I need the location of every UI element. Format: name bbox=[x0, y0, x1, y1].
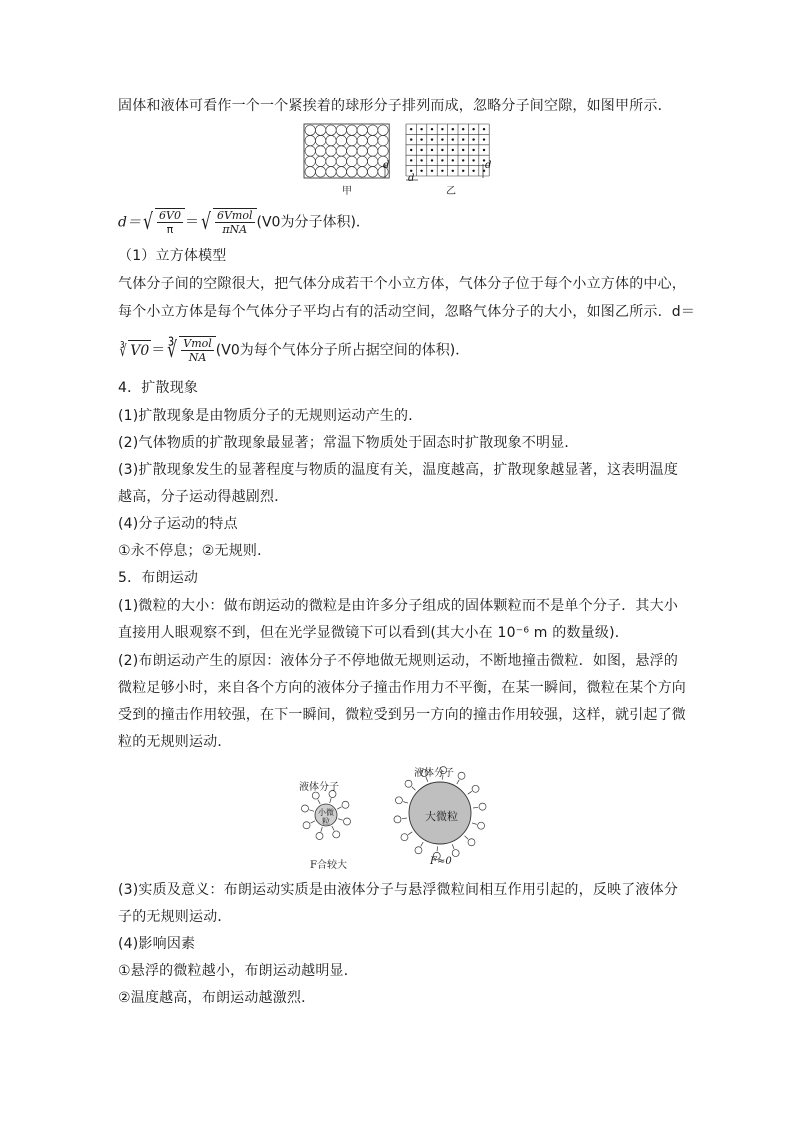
frac1-numerator: 6V0 bbox=[159, 209, 181, 222]
s5-item-2-line-3: 受到的撞击作用较强，在下一瞬间，微粒受到另一方向的撞击作用较强，这样，就引起了微 bbox=[118, 707, 686, 723]
sphere-molecule bbox=[336, 167, 346, 177]
sphere-molecule bbox=[357, 135, 367, 145]
formula-equals: ＝ bbox=[184, 214, 199, 231]
liquid-molecule bbox=[344, 818, 351, 825]
gas-molecule-dot bbox=[431, 138, 433, 140]
sphere-molecule bbox=[357, 167, 367, 177]
formula2-note: (V0为每个气体分子所占据空间的体积)． bbox=[215, 342, 470, 359]
d-label-jia: d bbox=[383, 160, 390, 171]
gas-molecule-dot bbox=[420, 128, 422, 130]
formula2-denominator: NA bbox=[188, 351, 207, 364]
sphere-molecule bbox=[367, 146, 377, 156]
sphere-molecule bbox=[326, 135, 336, 145]
liquid-molecule bbox=[415, 847, 422, 854]
gas-molecule-dot bbox=[472, 159, 474, 161]
sphere-molecule bbox=[378, 135, 388, 145]
cube-grid-yi bbox=[406, 124, 492, 176]
liquid-molecule bbox=[394, 816, 401, 823]
sphere-molecule bbox=[315, 146, 325, 156]
formula-cube-side: ∛ V0 ＝∛ $\frac{\text{Vmol}}{NA}$ (V0为每个气体分子所占据空间的体积)． bbox=[119, 337, 470, 364]
formula2-equals: ＝ bbox=[151, 342, 166, 359]
impact-arrow bbox=[412, 787, 416, 790]
gas-molecule-dot bbox=[410, 128, 412, 130]
sphere-molecule bbox=[326, 146, 336, 156]
s4-item-4: (4)分子运动的特点 bbox=[118, 516, 238, 532]
formula-sphere-diameter: d＝√ $\frac{6V0}{\pi}$ ＝√ $\frac{\text{6Vmol}}{\text{πNA}}$ (V0为分子体积)． bbox=[118, 209, 370, 236]
liquid-molecule bbox=[303, 822, 310, 829]
sphere-molecule bbox=[315, 156, 325, 166]
gas-molecule-dot bbox=[462, 159, 464, 161]
sphere-molecule bbox=[336, 125, 346, 135]
formula-note: (V0为分子体积)． bbox=[256, 214, 370, 231]
impact-arrow bbox=[465, 836, 469, 839]
gas-molecule-dot bbox=[472, 138, 474, 140]
d-label-yi-bottom: d bbox=[408, 173, 415, 184]
s4-item-4-detail: ①永不停息；②无规则． bbox=[118, 543, 272, 559]
sphere-molecule bbox=[326, 125, 336, 135]
gas-molecule-dot bbox=[431, 159, 433, 161]
impact-arrow bbox=[468, 791, 472, 794]
gas-molecule-dot bbox=[483, 128, 485, 130]
s5-item-3-line-1: (3)实质及意义：布朗运动实质是由液体分子与悬浮微粒间相互作用引起的，反映了液体分 bbox=[118, 882, 679, 898]
impact-arrow bbox=[452, 844, 454, 849]
right-center-label: 大微粒 bbox=[425, 810, 458, 823]
s5-item-2-line-2: 微粒足够小时，来自各个方向的液体分子撞击作用力不平衡，在某一瞬间，微粒在某个方向 bbox=[118, 680, 686, 696]
cube-paragraph-line-1: 气体分子间的空隙很大，把气体分成若干个小立方体，气体分子位于每个小立方体的中心， bbox=[118, 276, 686, 292]
impact-arrow bbox=[472, 823, 477, 824]
sphere-molecule bbox=[336, 156, 346, 166]
s4-item-3-line-1: (3)扩散现象发生的显著程度与物质的温度有关，温度越高，扩散现象越显著，这表明温度 bbox=[118, 462, 679, 478]
liquid-molecule bbox=[316, 833, 323, 840]
liquid-molecule bbox=[312, 792, 319, 799]
sphere-molecule bbox=[315, 167, 325, 177]
impact-arrow bbox=[473, 807, 478, 808]
gas-molecule-dot bbox=[483, 138, 485, 140]
s5-item-2-line-4: 粒的无规则运动． bbox=[118, 734, 232, 750]
gas-molecule-dot bbox=[410, 170, 412, 172]
gas-molecule-dot bbox=[410, 159, 412, 161]
sphere-molecule bbox=[347, 135, 357, 145]
liquid-molecule bbox=[401, 834, 408, 841]
liquid-molecule bbox=[405, 780, 412, 787]
gas-molecule-dot bbox=[420, 138, 422, 140]
impact-arrow bbox=[332, 826, 334, 830]
s5-item-4: (4)影响因素 bbox=[118, 936, 196, 952]
liquid-molecule bbox=[395, 797, 402, 804]
liquid-molecule bbox=[478, 822, 485, 829]
right-caption: F≈0 bbox=[430, 856, 452, 867]
sphere-molecule bbox=[378, 146, 388, 156]
sphere-molecule bbox=[357, 146, 367, 156]
sphere-molecule bbox=[367, 156, 377, 166]
sphere-molecule bbox=[326, 167, 336, 177]
gas-molecule-dot bbox=[452, 149, 454, 151]
impact-arrow bbox=[318, 800, 320, 804]
liquid-molecule bbox=[452, 850, 459, 857]
left-caption: F合较大 bbox=[310, 860, 347, 871]
gas-molecule-dot bbox=[441, 128, 443, 130]
gas-molecule-dot bbox=[452, 138, 454, 140]
impact-arrow bbox=[337, 807, 341, 809]
gas-molecule-dot bbox=[420, 149, 422, 151]
sphere-molecule bbox=[378, 125, 388, 135]
gas-molecule-dot bbox=[472, 149, 474, 151]
intro-paragraph: 固体和液体可看作一个一个紧挨着的球形分子排列而成，忽略分子间空隙，如图甲所示． bbox=[118, 98, 672, 114]
gas-molecule-dot bbox=[441, 138, 443, 140]
s5-item-1-line-1: (1)微粒的大小：做布朗运动的微粒是由许多分子组成的固体颗粒而不是单个分子．其大小 bbox=[118, 598, 679, 614]
gas-molecule-dot bbox=[441, 170, 443, 172]
liquid-molecule bbox=[333, 831, 340, 838]
left-title: 液体分子 bbox=[299, 782, 339, 793]
s4-item-3-line-2: 越高，分子运动得越剧烈． bbox=[118, 489, 289, 505]
gas-molecule-dot bbox=[462, 128, 464, 130]
liquid-molecule bbox=[458, 772, 465, 779]
s4-item-1: (1)扩散现象是由物质分子的无规则运动产生的． bbox=[118, 408, 423, 424]
sphere-molecule bbox=[347, 146, 357, 156]
gas-molecule-dot bbox=[483, 149, 485, 151]
formula2-numerator: Vmol bbox=[183, 337, 212, 350]
sphere-molecule bbox=[347, 167, 357, 177]
sphere-molecule bbox=[315, 125, 325, 135]
section-cube-model: （1）立方体模型 bbox=[118, 248, 227, 264]
s5-item-3-line-2: 子的无规则运动． bbox=[118, 909, 232, 925]
section-4-heading: 4．扩散现象 bbox=[118, 380, 199, 396]
section-5-heading: 5．布朗运动 bbox=[118, 570, 199, 586]
gas-molecule-dot bbox=[431, 128, 433, 130]
sphere-molecule bbox=[357, 156, 367, 166]
left-center-label: 小微粒 bbox=[318, 808, 334, 826]
gas-molecule-dot bbox=[420, 170, 422, 172]
right-title: 液体分子 bbox=[414, 768, 454, 779]
sphere-grid-jia bbox=[304, 124, 389, 178]
liquid-molecule bbox=[342, 801, 349, 808]
impact-arrow bbox=[403, 802, 408, 803]
s5-item-4-detail-1: ①悬浮的微粒越小，布朗运动越明显． bbox=[118, 963, 358, 979]
gas-molecule-dot bbox=[462, 149, 464, 151]
gas-molecule-dot bbox=[441, 149, 443, 151]
impact-arrow bbox=[338, 819, 343, 820]
gas-molecule-dot bbox=[462, 170, 464, 172]
impact-arrow bbox=[309, 810, 314, 811]
d-label-yi-side: d bbox=[485, 160, 492, 171]
gas-molecule-dot bbox=[452, 170, 454, 172]
sphere-molecule bbox=[336, 135, 346, 145]
sphere-molecule bbox=[347, 125, 357, 135]
impact-arrow bbox=[330, 798, 331, 803]
sphere-molecule bbox=[315, 135, 325, 145]
gas-molecule-dot bbox=[472, 170, 474, 172]
sphere-molecule bbox=[305, 135, 315, 145]
gas-molecule-dot bbox=[441, 159, 443, 161]
s5-item-1-line-2: 直接用人眼观察不到，但在光学显微镜下可以看到(其大小在 10⁻⁶ m 的数量级)． bbox=[118, 625, 629, 641]
liquid-molecule bbox=[472, 785, 479, 792]
sphere-molecule bbox=[336, 146, 346, 156]
liquid-molecule bbox=[479, 803, 486, 810]
impact-arrow bbox=[321, 827, 322, 832]
frac2-numerator: 6Vmol bbox=[216, 209, 253, 222]
sphere-molecule bbox=[305, 167, 315, 177]
gas-molecule-dot bbox=[431, 170, 433, 172]
sphere-molecule bbox=[347, 156, 357, 166]
frac2-denominator: πNA bbox=[222, 223, 248, 236]
formula-lhs: d＝ bbox=[118, 214, 141, 231]
gas-molecule-dot bbox=[462, 138, 464, 140]
sphere-molecule bbox=[367, 135, 377, 145]
sphere-molecule bbox=[367, 167, 377, 177]
frac1-denominator: π bbox=[166, 223, 174, 236]
sphere-molecule bbox=[357, 125, 367, 135]
impact-arrow bbox=[311, 821, 315, 823]
s4-item-2: (2)气体物质的扩散现象最显著；常温下物质处于固态时扩散现象不明显． bbox=[118, 435, 579, 451]
gas-molecule-dot bbox=[431, 149, 433, 151]
sphere-molecule bbox=[305, 125, 315, 135]
gas-molecule-dot bbox=[452, 128, 454, 130]
s5-item-4-detail-2: ②温度越高，布朗运动越激烈． bbox=[118, 990, 316, 1006]
root-v0: V0 bbox=[128, 340, 151, 361]
gas-molecule-dot bbox=[452, 159, 454, 161]
figure-label-yi: 乙 bbox=[446, 186, 456, 197]
impact-arrow bbox=[421, 842, 424, 846]
gas-molecule-dot bbox=[410, 138, 412, 140]
liquid-molecule bbox=[468, 839, 475, 846]
cube-paragraph-line-2: 每个小立方体是每个气体分子平均占有的活动空间，忽略气体分子的大小，如图乙所示．d＝ bbox=[118, 304, 696, 320]
gas-molecule-dot bbox=[420, 159, 422, 161]
sphere-molecule bbox=[367, 125, 377, 135]
s5-item-2-line-1: (2)布朗运动产生的原因：液体分子不停地做无规则运动，不断地撞击微粒．如图，悬浮的 bbox=[118, 653, 679, 669]
impact-arrow bbox=[402, 818, 407, 819]
liquid-molecule bbox=[301, 805, 308, 812]
impact-arrow bbox=[457, 780, 460, 784]
sphere-molecule bbox=[305, 156, 315, 166]
sphere-molecule bbox=[326, 156, 336, 166]
figure-label-jia: 甲 bbox=[342, 186, 352, 197]
gas-molecule-dot bbox=[410, 149, 412, 151]
gas-molecule-dot bbox=[472, 128, 474, 130]
sphere-molecule bbox=[305, 146, 315, 156]
molecule-arrangement-figure bbox=[300, 122, 500, 194]
impact-arrow bbox=[408, 832, 412, 835]
